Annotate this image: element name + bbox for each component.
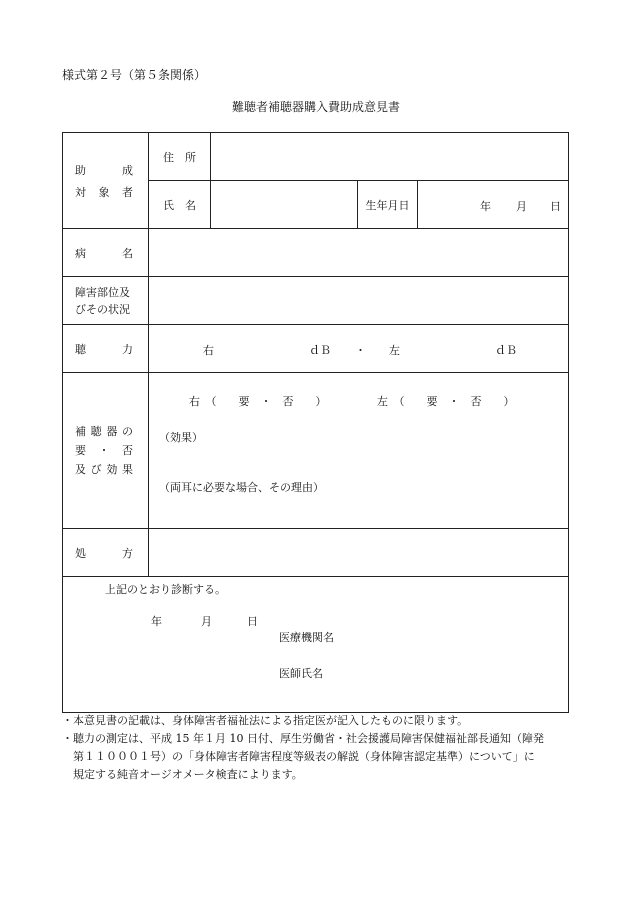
note-hearing-measurement-1: ・聴力の測定は、平成 15 年１月 10 日付、厚生労働省・社会援護局障害保健福祉部長通知（障発 [62,732,544,745]
birth-day-unit: 日 [550,199,561,213]
note-hearing-measurement-2: 第１１０００１号）の「身体障害者障害程度等級表の解説（身体障害認定基準）について」に [62,750,535,763]
note-designated-doctor: ・本意見書の記載は、身体障害者福祉法による指定医が記入したものに限ります。 [62,714,469,727]
hearing-right: 右 [203,343,214,357]
hearing-aid-left-choice[interactable]: 左 （ 要 ・ 否 ） [377,395,515,408]
subject-label-line1: 助 成 [75,163,133,177]
hearing-aid-right-choice[interactable]: 右 （ 要 ・ 否 ） [189,395,327,408]
doctor-name-label: 医師氏名 [279,667,323,680]
note-hearing-measurement-3: 規定する純音オージオメータ検査によります。 [62,768,303,781]
hearing-right-unit: ｄＢ [309,343,331,357]
cert-day-unit: 日 [247,615,258,628]
hearing-aid-label: 補 聴 器 の 要 ・ 否 及 び 効 果 [63,373,149,529]
medical-institution-label: 医療機関名 [279,631,334,644]
birthdate-label: 生年月日 [358,181,418,229]
name-label: 氏 名 [149,181,211,229]
both-ears-reason-label: （両耳に必要な場合、その理由） [159,481,324,494]
certification-section [63,577,569,713]
hearing-aid-field[interactable] [149,373,569,529]
hearing-left-unit: ｄＢ [495,343,517,357]
hearing-field[interactable] [149,325,569,373]
disability-label: 障害部位及 びその状況 [63,277,149,325]
birthdate-field[interactable] [418,181,569,229]
opinion-form-table [62,132,569,713]
form-title: 難聴者補聴器購入費助成意見書 [232,100,401,114]
cert-year-unit: 年 [151,615,162,628]
form-number: 様式第２号（第５条関係） [62,68,207,82]
birth-year-unit: 年 [480,199,491,213]
subject-label [63,133,149,229]
birth-month-unit: 月 [516,199,527,213]
subject-label-line2: 対 象 者 [75,185,133,199]
address-label: 住 所 [149,133,211,181]
hearing-label: 聴 力 [63,325,149,373]
name-field[interactable] [211,181,358,229]
disease-field[interactable] [149,229,569,277]
hearing-separator: ・ [355,343,366,357]
certification-statement: 上記のとおり診断する。 [105,583,226,596]
prescription-label: 処 方 [63,529,149,577]
cert-month-unit: 月 [201,615,212,628]
address-field[interactable] [211,133,569,181]
hearing-left: 左 [389,343,400,357]
disability-field[interactable] [149,277,569,325]
disease-label: 病 名 [63,229,149,277]
effect-label: （効果） [159,431,203,444]
prescription-field[interactable] [149,529,569,577]
